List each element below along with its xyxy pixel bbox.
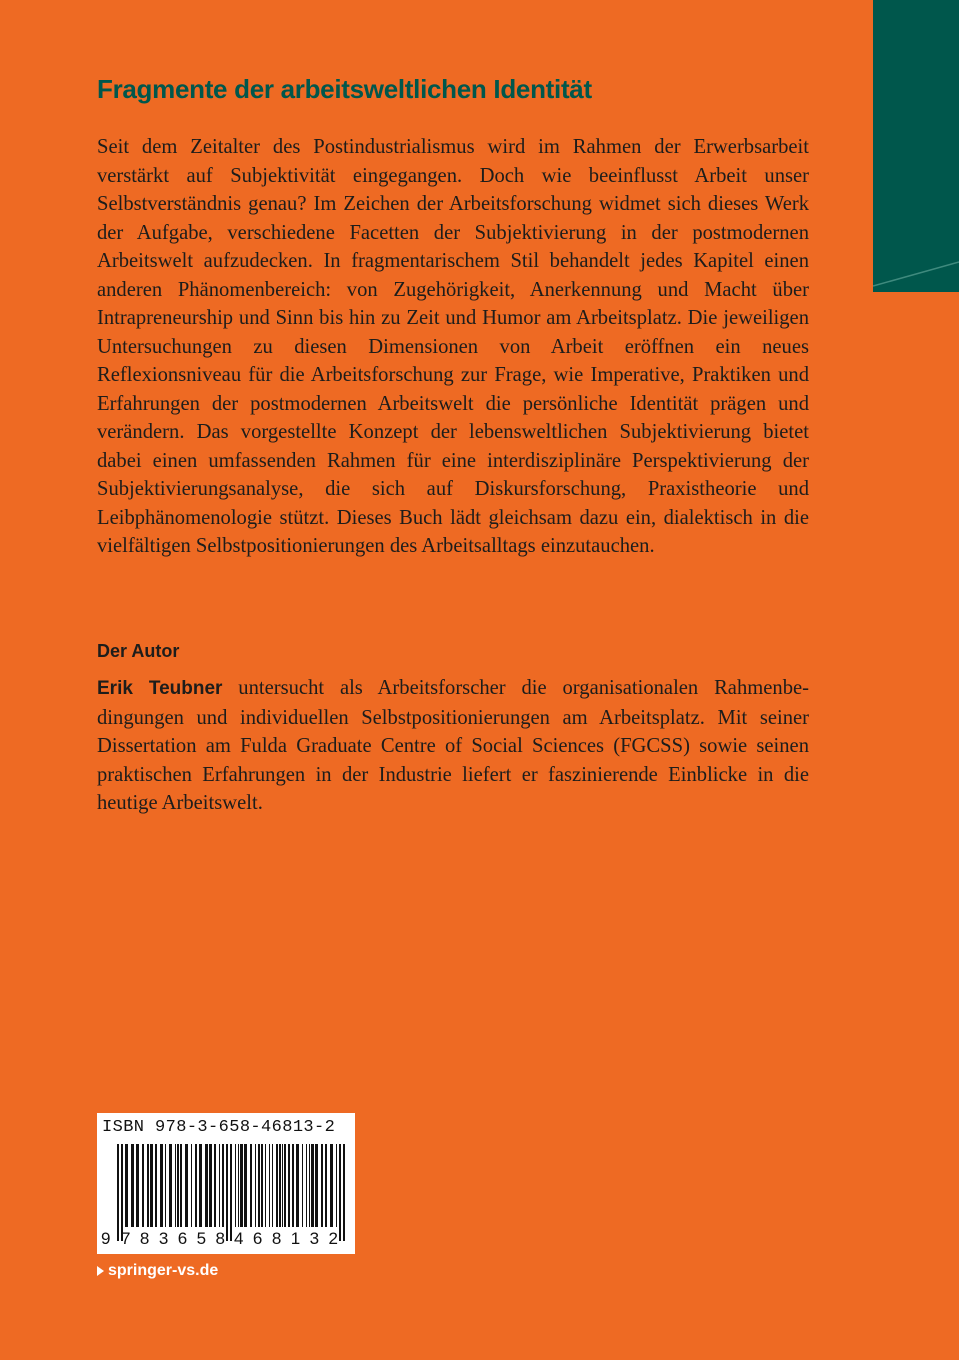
isbn-barcode — [97, 1113, 355, 1254]
barcode-left-digits — [121, 1229, 225, 1251]
author-bio — [97, 674, 809, 818]
barcode-left-digit: 8 — [139, 1229, 150, 1248]
barcode-right-digit: 3 — [309, 1229, 320, 1248]
barcode-bar — [272, 1144, 273, 1227]
barcode-bar — [339, 1144, 341, 1241]
barcode-bar — [255, 1144, 256, 1227]
barcode-bar — [282, 1144, 283, 1227]
author-name: Erik Teubner — [97, 678, 223, 699]
barcode-right-digits — [234, 1229, 338, 1251]
author-bio-text: untersucht als Arbeitsforscher die organisationalen Rahmenbedingungen und individuellen Selbstpositionierungen am Arbeitsplatz. Mit seiner Dissertation am Fulda Graduate Centre of Social Sciences (FGCSS) sowie seinen praktischen Erfahrungen in der Industrie liefert er faszinierende Einblicke in die heutige Arbeitswelt. — [97, 677, 810, 814]
barcode-right-digit: 1 — [290, 1229, 301, 1248]
barcode-bar — [169, 1144, 172, 1227]
barcode-bar — [306, 1144, 307, 1227]
barcode-bar — [244, 1144, 247, 1227]
barcode-bar — [309, 1144, 310, 1227]
barcode-left-digit: 7 — [121, 1229, 131, 1248]
barcode-bar — [279, 1144, 281, 1227]
barcode-bar — [175, 1144, 176, 1227]
barcode-bar — [117, 1144, 119, 1241]
barcode-bar — [180, 1144, 182, 1227]
barcode-bar — [185, 1144, 188, 1227]
barcode-bar — [142, 1144, 144, 1227]
barcode-right-digit: 2 — [328, 1229, 338, 1248]
barcode-bar — [155, 1144, 157, 1227]
barcode-bar — [136, 1144, 139, 1227]
barcode-right-digit: 4 — [234, 1229, 244, 1248]
barcode-bar — [165, 1144, 166, 1227]
barcode-bar — [209, 1144, 212, 1227]
barcode-bar — [284, 1144, 286, 1227]
barcode-right-digit: 8 — [271, 1229, 282, 1248]
barcode-bar — [222, 1144, 224, 1227]
barcode-bar — [195, 1144, 197, 1227]
barcode-bar — [250, 1144, 252, 1227]
barcode-bar — [311, 1144, 314, 1227]
barcode-left-digit: 5 — [196, 1229, 207, 1248]
barcode-left-digit: 8 — [215, 1229, 225, 1248]
barcode-bar — [321, 1144, 323, 1227]
barcode-left-digit: 3 — [158, 1229, 169, 1248]
barcode-bar — [325, 1144, 327, 1227]
barcode-bar — [226, 1144, 228, 1241]
barcode-bar — [240, 1144, 243, 1227]
barcode-bar — [238, 1144, 239, 1227]
barcode-bar — [330, 1144, 333, 1227]
barcode-bar — [219, 1144, 220, 1227]
book-title: Fragmente der arbeitsweltlichen Identität — [97, 74, 592, 104]
barcode-first-digit: 9 — [101, 1229, 111, 1248]
barcode-bar — [131, 1144, 134, 1227]
barcode-bar — [125, 1144, 128, 1227]
barcode-right-digit: 6 — [252, 1229, 263, 1248]
publisher-url: springer-vs.de — [108, 1262, 219, 1279]
publisher-link[interactable] — [97, 1262, 218, 1280]
barcode-bar — [276, 1144, 278, 1227]
barcode-bar — [191, 1144, 192, 1227]
barcode-bar — [177, 1144, 179, 1227]
barcode-left-digit: 6 — [177, 1229, 188, 1248]
isbn-label: ISBN 978-3-658-46813-2 — [102, 1118, 336, 1137]
barcode-bar — [261, 1144, 263, 1227]
barcode-bar — [147, 1144, 149, 1227]
corner-color-block — [873, 0, 959, 292]
barcode-bar — [230, 1144, 232, 1241]
barcode-bar — [296, 1144, 299, 1227]
barcode-bar — [121, 1144, 123, 1241]
barcode-bar — [235, 1144, 236, 1227]
arrow-right-icon — [97, 1266, 104, 1276]
barcode-bar — [199, 1144, 202, 1227]
barcode-bar — [258, 1144, 260, 1227]
book-description: Seit dem Zeitalter des Postindustrialismus wird im Rahmen der Erwerbsarbeit verstärkt auf Subjektivität eingegangen. Doch wie beeinflusst Arbeit unser Selbstverständnis genau? Im Zeichen der Arbeitsforschung widmet sich dieses Werk der Aufgabe, verschiedene Facetten der Subjektivierung in der postmodernen Arbeitswelt aufzudecken. In fragmentarischem Stil behandelt jedes Kapitel einen anderen Phänomenbereich: von Zugehörigkeit, Anerkennung und Macht über Intrapreneurship und Sinn bis hin zu Zeit und Humor am Arbeitsplatz. Die jeweiligen Untersuchungen zu diesen Dimensionen von Arbeit eröffnen ein neues Reflexionsniveau für die Arbeitsforschung zur Frage, wie Imperative, Praktiken und Erfahrungen der postmodernen Arbeitswelt die persönliche Identität prägen und verändern. Das vorgestellte Konzept der lebensweltlichen Subjektivierung bietet dabei einen umfassenden Rahmen für eine interdisziplinäre Perspektivierung der Subjektivierungsanalyse, die sich auf Diskursforschung, Praxistheorie und Leibphänomenologie stützt. Dieses Buch lädt gleichsam dazu ein, dialektisch in die vielfältigen Selbstpositionierungen des Arbeitsalltags einzutauchen. — [97, 136, 809, 557]
barcode-bar — [315, 1144, 318, 1227]
diagonal-line-decoration — [873, 0, 959, 292]
barcode-bar — [336, 1144, 337, 1227]
barcode-bar — [302, 1144, 303, 1227]
author-heading: Der Autor — [97, 641, 180, 661]
barcode-bar — [343, 1144, 345, 1241]
barcode-bar — [288, 1144, 290, 1227]
barcode-bar — [265, 1144, 266, 1227]
barcode-bar — [292, 1144, 294, 1227]
barcode-bar — [205, 1144, 208, 1227]
barcode-bar — [150, 1144, 153, 1227]
barcode-bar — [160, 1144, 163, 1227]
barcode-bar — [214, 1144, 216, 1227]
barcode-bar — [269, 1144, 270, 1227]
